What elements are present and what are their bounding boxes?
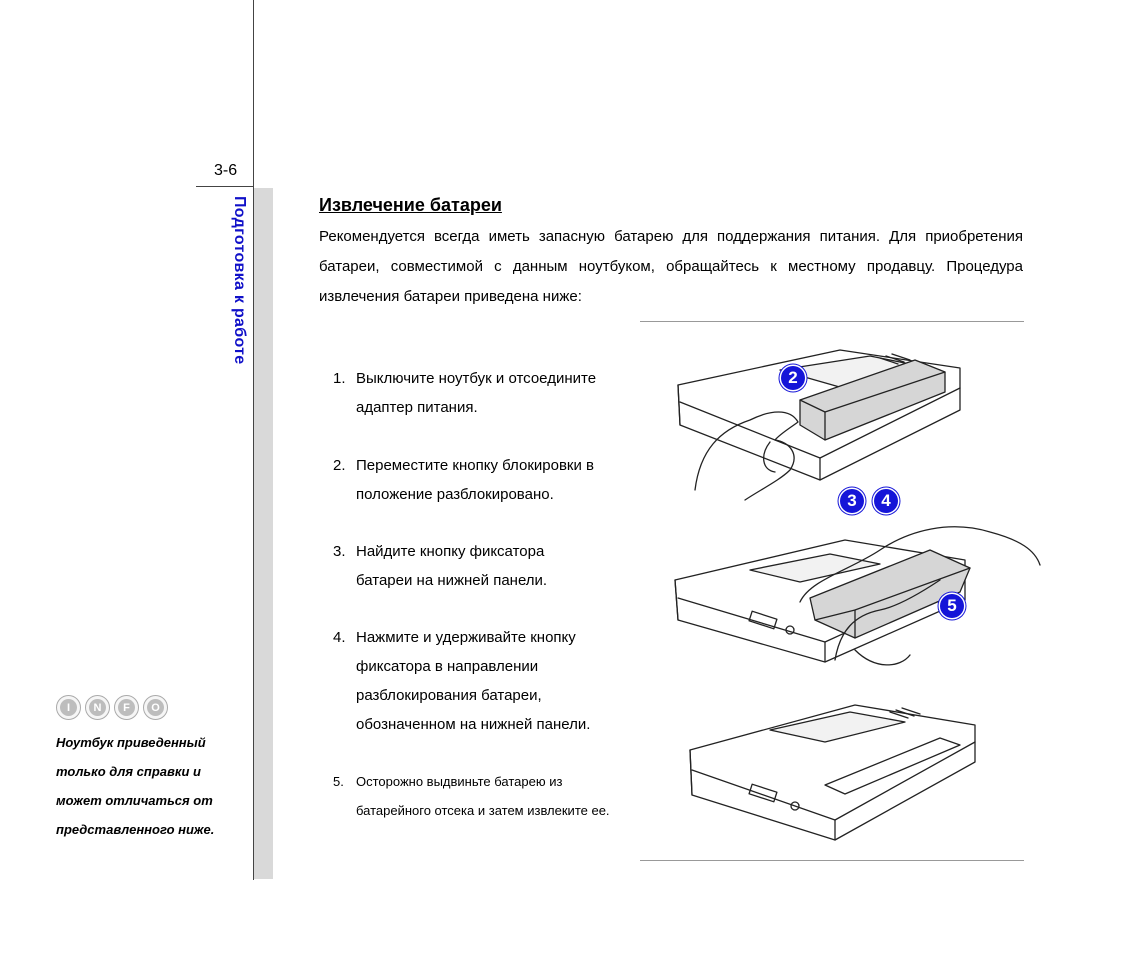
info-letter-f: F <box>114 695 139 720</box>
section-heading: Извлечение батареи <box>319 195 502 215</box>
laptop-figure-3 <box>690 705 975 840</box>
step-text: Осторожно выдвиньте батарею из батарейного отсека и затем извлеките ее. <box>356 774 610 818</box>
step-number: 4. <box>333 629 346 646</box>
page-number: 3-6 <box>214 162 238 179</box>
page-number-rule <box>196 186 254 187</box>
step-text: Выключите ноутбук и отсоедините адаптер питания. <box>356 370 597 416</box>
step-item <box>333 364 623 422</box>
step-item <box>333 451 623 509</box>
step-item <box>333 767 623 825</box>
step-text: Нажмите и удерживайте кнопку фиксатора в направлении разблокирования батареи, обозначенном на нижней панели. <box>356 629 591 733</box>
step-text: Найдите кнопку фиксатора батареи на нижней панели. <box>356 543 548 589</box>
step-text: Переместите кнопку блокировки в положение разблокировано. <box>356 457 594 503</box>
step-number: 2. <box>333 457 346 474</box>
figure-top-rule <box>640 321 1024 322</box>
chapter-side-title: Подготовка к работе <box>231 196 248 365</box>
info-logo <box>56 695 168 720</box>
figure-bottom-rule <box>640 860 1024 861</box>
step-item <box>333 623 623 739</box>
info-note: Ноутбук приведенный только для справки и может отличаться от представленного ниже. <box>56 735 215 837</box>
callout-number: 2 <box>781 366 805 390</box>
margin-bar <box>254 188 273 879</box>
info-letter-i: I <box>56 695 81 720</box>
info-letter-n: N <box>85 695 110 720</box>
step-item <box>333 537 593 595</box>
callout-number: 5 <box>940 594 964 618</box>
callout-number: 3 <box>840 489 864 513</box>
laptop-figure-2 <box>675 527 1040 665</box>
step-number: 1. <box>333 370 346 387</box>
step-number: 5. <box>333 774 344 789</box>
laptop-figure-1 <box>678 350 960 500</box>
battery-removal-illustration <box>640 330 1060 855</box>
step-number: 3. <box>333 543 346 560</box>
intro-paragraph: Рекомендуется всегда иметь запасную батарею для поддержания питания. Для приобретения батареи, совместимой с данным ноутбуком, обращайтесь к местному продавцу. Процедура извлечения батареи приведена ниже: <box>319 228 1023 305</box>
callout-number: 4 <box>874 489 898 513</box>
info-letter-o: O <box>143 695 168 720</box>
